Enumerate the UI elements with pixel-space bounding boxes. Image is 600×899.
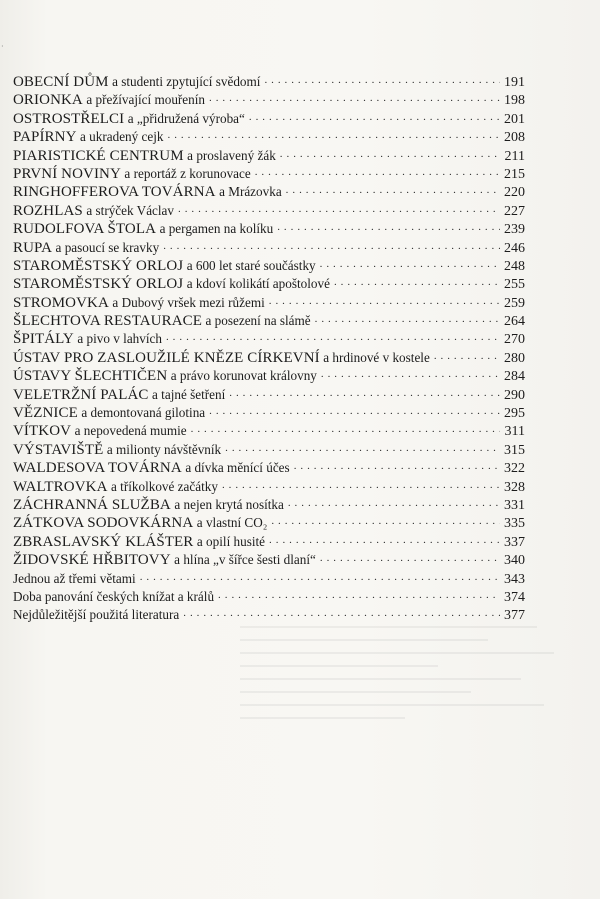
toc-page-number: 198 [504, 93, 525, 109]
dot-leader [294, 457, 500, 475]
toc-page-number: 259 [504, 295, 525, 311]
dot-leader [209, 402, 500, 420]
dot-leader [191, 420, 500, 438]
toc-entry-subtitle: Jednou až třemi větami [13, 570, 136, 586]
dot-leader [269, 531, 500, 549]
toc-page-number: 191 [504, 75, 525, 90]
toc-entry-subtitle: a reportáž z korunovace [124, 165, 251, 181]
toc-page-number: 264 [504, 314, 525, 330]
dot-leader [269, 292, 500, 310]
toc-entry-title: STROMOVKA [13, 294, 109, 311]
toc-page-number: 311 [504, 424, 525, 440]
toc-entry-title: PIARISTICKÉ CENTRUM [13, 147, 184, 164]
toc-entry-subtitle: Doba panování českých knížat a králů [13, 588, 215, 604]
toc-entry-subtitle: a nepovedená mumie [74, 423, 187, 439]
toc-entry-subtitle: a právo korunovat královny [170, 368, 317, 384]
toc-entry-subtitle: a přežívající mouřenín [86, 92, 206, 108]
toc-entry-subtitle: a proslavený žák [187, 147, 276, 163]
toc-page-number: 374 [504, 589, 525, 605]
toc-entry-title: STAROMĚSTSKÝ ORLOJ [13, 257, 184, 274]
toc-entry-title: WALDESOVA TOVÁRNA [13, 460, 182, 477]
dot-leader [218, 586, 500, 604]
toc-entry-subtitle: a hrdinové v kostele [323, 349, 430, 365]
toc-page-number: 335 [504, 516, 525, 532]
toc-entry-title: PAPÍRNY [13, 129, 77, 146]
toc-entry-subtitle: a milionty návštěvník [106, 441, 222, 457]
dot-leader [271, 512, 500, 530]
toc-page-number: 215 [504, 166, 525, 182]
toc-page-number: 331 [504, 497, 525, 513]
dot-leader [264, 71, 500, 89]
toc-entry-title: VĚZNICE [13, 405, 78, 422]
toc-entry-title: STAROMĚSTSKÝ ORLOJ [13, 276, 184, 293]
toc-entry-subtitle: a Mrázovka [219, 184, 282, 200]
toc-entry-title: WALTROVKA [13, 478, 108, 495]
toc-page-number: 337 [504, 534, 525, 550]
toc-entry-title: ÚSTAVY ŠLECHTIČEN [13, 368, 168, 385]
toc-page-number: 239 [504, 222, 525, 238]
toc-entry-title: ZÁTKOVA SODOVKÁRNA [13, 515, 194, 532]
dot-leader [163, 237, 500, 255]
toc-entry-title: ORIONKA [13, 92, 83, 109]
dot-leader [222, 476, 500, 494]
toc-entry-subtitle: a hlína „v šířce šesti dlaní“ [174, 552, 316, 568]
toc-entry-title: PRVNÍ NOVINY [13, 165, 121, 182]
toc-page-number: 227 [504, 203, 525, 219]
toc-entry-subtitle: a pivo v lahvích [77, 331, 162, 347]
toc-page-number: 343 [504, 571, 525, 587]
toc-entry-subtitle: Nejdůležitější použitá literatura [13, 607, 180, 623]
toc-entry-title: ZÁCHRANNÁ SLUŽBA [13, 496, 171, 513]
toc-entry-title: OSTROSTŘELCI [13, 110, 125, 127]
toc-entry-title: ÚSTAV PRO ZASLOUŽILÉ KNĚZE CÍRKEVNÍ [13, 349, 320, 366]
dot-leader [140, 568, 500, 586]
toc-page-number: 328 [504, 479, 525, 495]
dot-leader [434, 347, 500, 365]
toc-page-number: 248 [504, 258, 525, 274]
toc-entry-subtitle: a „přidružená výroba“ [127, 110, 245, 126]
toc-page-number: 220 [504, 185, 525, 201]
dot-leader [320, 255, 500, 273]
toc-page-number: 290 [504, 387, 525, 403]
toc-entry-subtitle: a 600 let staré součástky [186, 257, 316, 273]
dot-leader [255, 163, 500, 181]
toc-page-number: 270 [504, 332, 525, 348]
dot-leader [225, 439, 500, 457]
toc-entry-title: ŠPITÁLY [13, 331, 74, 348]
toc-page-number: 208 [504, 130, 525, 146]
dot-leader [334, 273, 500, 291]
toc-entry-title: VELETRŽNÍ PALÁC [13, 386, 149, 403]
toc-entry-title: VÍTKOV [13, 423, 72, 440]
dot-leader [249, 108, 500, 126]
toc-entry-title: RUPA [13, 239, 53, 256]
toc-entry-subtitle: a vlastní CO₂ [196, 515, 268, 531]
toc-entry-title: RUDOLFOVA ŠTOLA [13, 221, 157, 238]
dot-leader [288, 494, 500, 512]
dot-leader [277, 218, 500, 236]
toc-entry-title: ZBRASLAVSKÝ KLÁŠTER [13, 533, 194, 550]
toc-entry-subtitle: a pergamen na kolíku [159, 221, 274, 237]
toc-entry-subtitle: a kdoví kolikátí apoštolové [186, 276, 330, 292]
toc-entry-subtitle: a posezení na slámě [205, 313, 311, 329]
dot-leader [280, 145, 500, 163]
toc-page-number: 284 [504, 369, 525, 385]
toc-page-number: 315 [504, 442, 525, 458]
page-marker: · [1, 42, 4, 51]
dot-leader [286, 181, 500, 199]
toc-entry-title: ROZHLAS [13, 202, 83, 219]
toc-entry-subtitle: a studenti zpytující svědomí [112, 74, 261, 89]
dot-leader [320, 549, 500, 567]
toc-entry-title: ŽIDOVSKÉ HŘBITOVY [13, 552, 171, 569]
toc-entry-subtitle: a pasoucí se kravky [55, 239, 160, 255]
dot-leader [315, 310, 500, 328]
dot-leader [178, 200, 500, 218]
toc-entry-subtitle: a dívka měnící účes [185, 460, 290, 476]
toc-page-number: 280 [504, 350, 525, 366]
toc-entry-subtitle: a ukradený cejk [80, 129, 164, 145]
toc-page-number: 255 [504, 277, 525, 293]
toc-entry-title: VÝSTAVIŠTĚ [13, 441, 104, 458]
toc-entry-subtitle: a strýček Václav [86, 202, 175, 218]
toc-entry-subtitle: a tříkolkové začátky [111, 478, 218, 494]
dot-leader [321, 365, 500, 383]
dot-leader [168, 126, 501, 144]
toc-entry-subtitle: a demontovaná gilotina [81, 405, 206, 421]
toc-page-number: 201 [504, 111, 525, 127]
toc-page-number: 377 [504, 608, 525, 624]
toc-entry [13, 606, 525, 624]
toc-page-number: 211 [504, 148, 525, 164]
toc-page-number: 340 [504, 553, 525, 569]
toc-entry-subtitle: a opilí husité [196, 533, 266, 549]
dot-leader [229, 384, 500, 402]
toc-page-number: 295 [504, 406, 525, 422]
toc-entry-title: OBECNÍ DŮM [13, 74, 109, 90]
toc-page-number: 322 [504, 461, 525, 477]
toc-entry-subtitle: a Dubový vršek mezi růžemi [112, 294, 265, 310]
dot-leader [183, 604, 500, 622]
toc-entry-subtitle: a nejen krytá nosítka [174, 496, 284, 512]
toc-entry-title: ŠLECHTOVA RESTAURACE [13, 313, 203, 330]
bleed-through-text [240, 615, 570, 735]
toc-entry-title: RINGHOFFEROVA TOVÁRNA [13, 184, 216, 201]
toc-page-number: 246 [504, 240, 525, 256]
table-of-contents [13, 73, 525, 625]
dot-leader [209, 89, 500, 107]
dot-leader [166, 328, 500, 346]
toc-entry-subtitle: a tajné šetření [152, 386, 226, 402]
